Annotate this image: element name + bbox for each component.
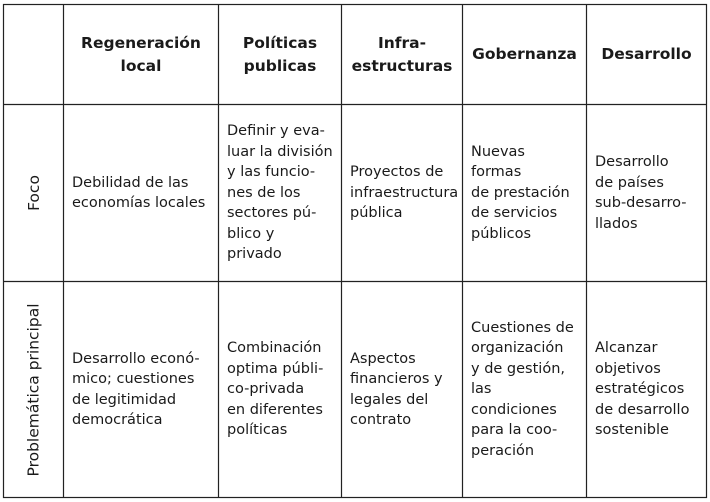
cell-text: Definir y eva- luar la división y las funcio- nes de los sectores pú- blico y privado — [227, 123, 333, 263]
row-label: Foco — [24, 175, 43, 211]
table-cell — [219, 282, 341, 497]
cell-text: Cuestiones de organización y de gestión, las condiciones para la coo- peración — [471, 319, 574, 459]
cell-text: Nuevas formas de prestación de servicios públicos — [471, 143, 570, 242]
header-desarrollo — [587, 5, 706, 104]
header-gobernanza — [463, 5, 586, 104]
row-label-problematica — [4, 282, 63, 497]
row-label-foco — [4, 105, 63, 281]
table-cell — [219, 105, 341, 281]
header-infraestructuras — [342, 5, 462, 104]
header-label: Desarrollo — [601, 45, 692, 63]
table-cell — [64, 105, 218, 281]
table-cell — [342, 282, 462, 497]
table-cell — [587, 282, 706, 497]
header-regeneracion — [64, 5, 218, 104]
header-politicas — [219, 5, 341, 104]
cell-text: Alcanzar objetivos estratégicos de desarrollo sostenible — [595, 340, 690, 439]
table-cell — [463, 282, 586, 497]
corner-cell — [4, 5, 63, 104]
header-label: Políticas publicas — [242, 33, 318, 75]
cell-text: Desarrollo econó- mico; cuestiones de legitimidad democrática — [72, 350, 200, 428]
header-label: Regeneración local — [81, 33, 201, 75]
row-label: Problemática principal — [24, 302, 43, 477]
cell-text: Debilidad de las economías locales — [72, 174, 206, 211]
table-cell — [64, 282, 218, 497]
header-label: Infra- estructuras — [351, 33, 453, 75]
table-cell — [342, 105, 462, 281]
cell-text: Aspectos financieros y legales del contrato — [350, 350, 443, 428]
table-cell — [463, 105, 586, 281]
table-cell — [587, 105, 706, 281]
cell-text: Combinación optima públi- co-privada en diferentes políticas — [227, 340, 324, 439]
cell-text: Desarrollo de países sub-desarro- llados — [595, 154, 687, 232]
cell-text: Proyectos de infraestructura pública — [350, 164, 459, 222]
header-label: Gobernanza — [472, 45, 577, 63]
